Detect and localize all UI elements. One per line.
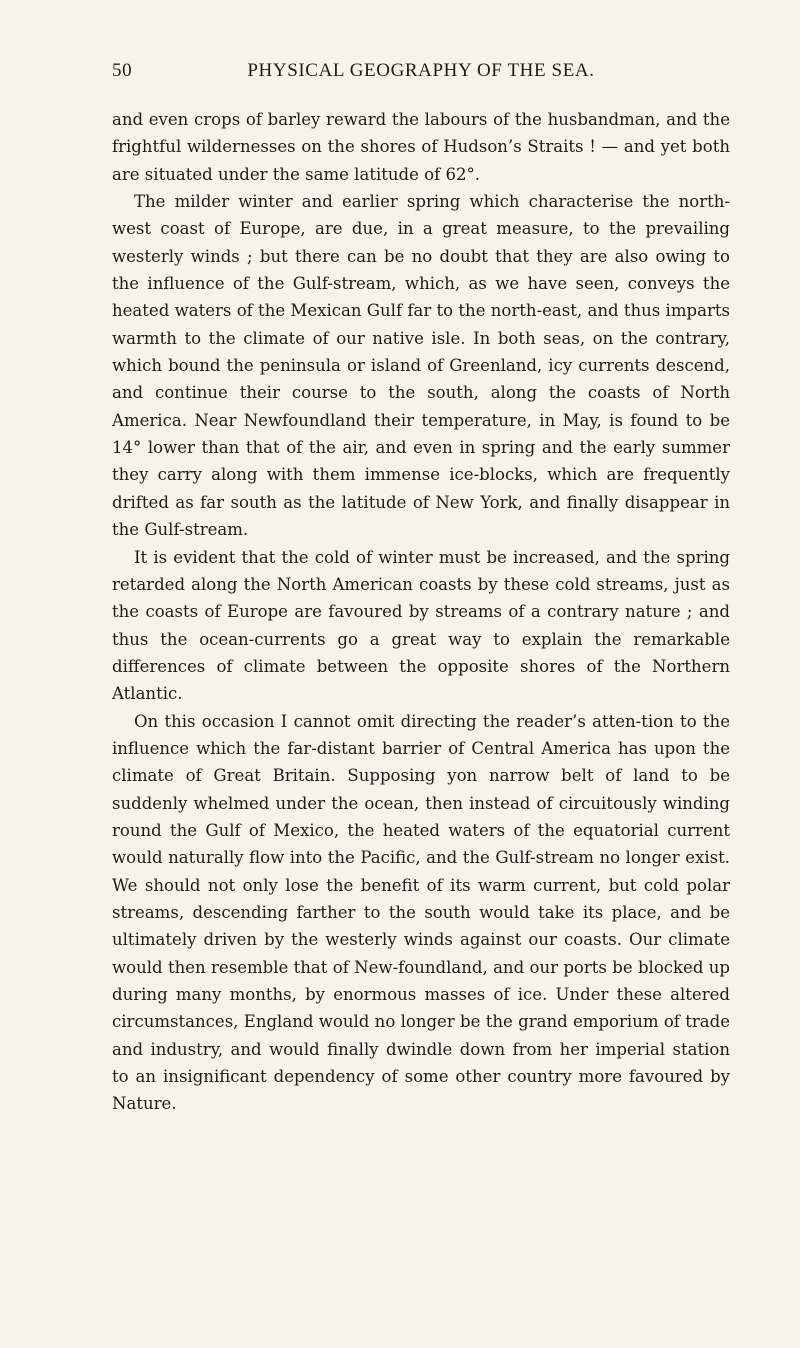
- paragraph-cold-streams: It is evident that the cold of winter must be increased, and the spring retarded along the North American coasts by these cold streams, just as the coasts of Europe are favoured by streams of a contrary nature ; and thus the ocean-currents go a great way to explain the remarkable differences of climate between the opposite shores of the Northern Atlantic.: [112, 547, 730, 704]
- paragraph-continuation: and even crops of barley reward the labours of the husbandman, and the frightful wildernesses on the shores of Hudson’s Straits ! — and yet both are situated under the same latitude of 62°.: [112, 110, 730, 184]
- paragraph-central-america: On this occasion I cannot omit directing the reader’s atten-tion to the influence which the far-distant barrier of Central America has upon the climate of Great Britain. Supposing yon narrow belt of land to be suddenly whelmed under the ocean, then instead of circuitously winding round the Gulf of Mexico, the heated waters of the equatorial current would naturally flow into the Pacific, and the Gulf-stream no longer exist. We should not only lose the benefit of its warm current, but cold polar streams, descending farther to the south would take its place, and be ultimately driven by the westerly winds against our coasts. Our climate would then resemble that of New-foundland, and our ports be blocked up during many months, by enormous masses of ice. Under these altered circumstances, England would no longer be the grand emporium of trade and industry, and would finally dwindle down from her imperial station to an insignificant dependency of some other country more favoured by Nature.: [112, 711, 730, 1114]
- paragraph-gulf-stream: The milder winter and earlier spring which characterise the north-west coast of Europe, are due, in a great measure, to the prevailing westerly winds ; but there can be no doubt that they are also owing to the influence of the Gulf-stream, which, as we have seen, conveys the heated waters of the Mexican Gulf far to the north-east, and thus imparts warmth to the climate of our native isle. In both seas, on the contrary, which bound the peninsula or island of Greenland, icy currents descend, and continue their course to the south, along the coasts of North America. Near Newfoundland their temperature, in May, is found to be 14° lower than that of the air, and even in spring and the early summer they carry along with them immense ice-blocks, which are frequently drifted as far south as the latitude of New York, and finally disappear in the Gulf-stream.: [112, 192, 730, 540]
- body-text: [112, 106, 730, 1118]
- page-number: 50: [112, 60, 133, 81]
- running-title: PHYSICAL GEOGRAPHY OF THE SEA.: [247, 60, 595, 81]
- running-head: [112, 60, 730, 84]
